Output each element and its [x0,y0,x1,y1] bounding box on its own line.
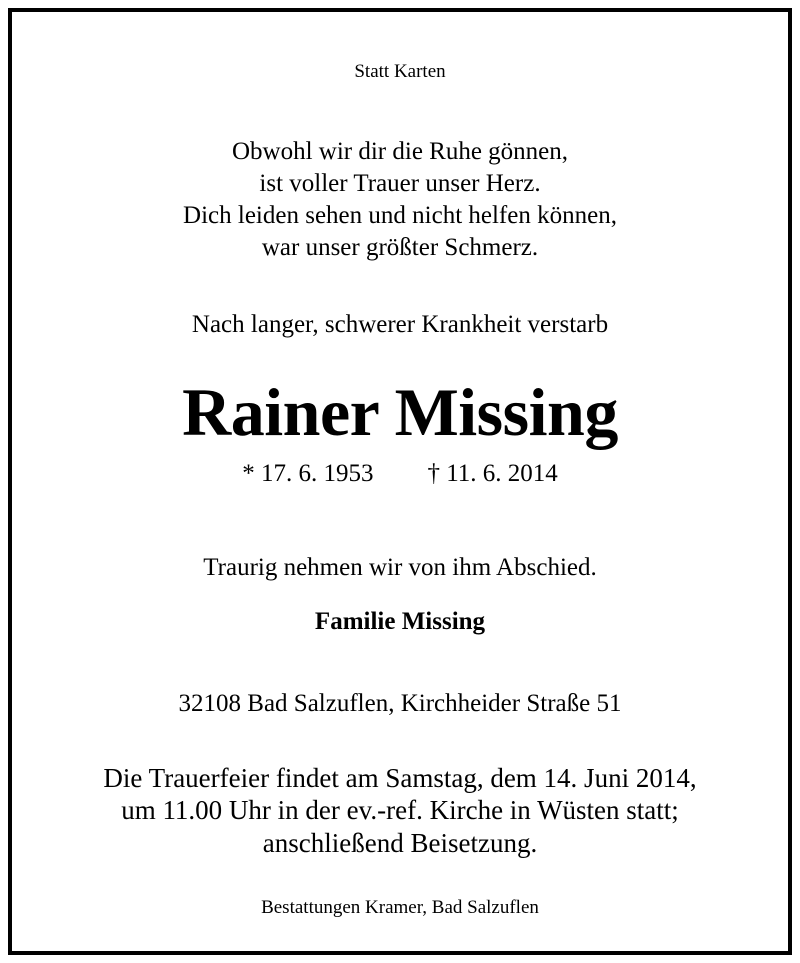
ceremony-line-3: anschließend Beisetzung. [262,828,538,858]
ceremony-line-2: um 11.00 Uhr in der ev.-ref. Kirche in Wüsten statt; [121,795,679,825]
ceremony-line-1: Die Trauerfeier findet am Samstag, dem 14. Juni 2014, [103,763,697,793]
poem-line-2: ist voller Trauer unser Herz. [259,170,541,197]
poem-line-1: Obwohl wir dir die Ruhe gönnen, [231,138,569,165]
birth-date: * 17. 6. 1953 [242,460,374,487]
address-text: 32108 Bad Salzuflen, Kirchheider Straße 51 [178,690,622,717]
life-dates [0,461,800,486]
deceased-name: Rainer Missing [182,374,618,450]
poem-line-3: Dich leiden sehen und nicht helfen können, [183,202,617,229]
family-name: Familie Missing [314,608,486,635]
poem-line-4: war unser größter Schmerz. [261,234,539,261]
death-date: † 11. 6. 2014 [427,460,558,487]
farewell-text: Traurig nehmen wir von ihm Abschied. [203,554,597,581]
header-text: Statt Karten [354,61,446,82]
intro-text: Nach langer, schwerer Krankheit verstarb [191,311,609,338]
undertaker-text: Bestattungen Kramer, Bad Salzuflen [261,897,539,918]
